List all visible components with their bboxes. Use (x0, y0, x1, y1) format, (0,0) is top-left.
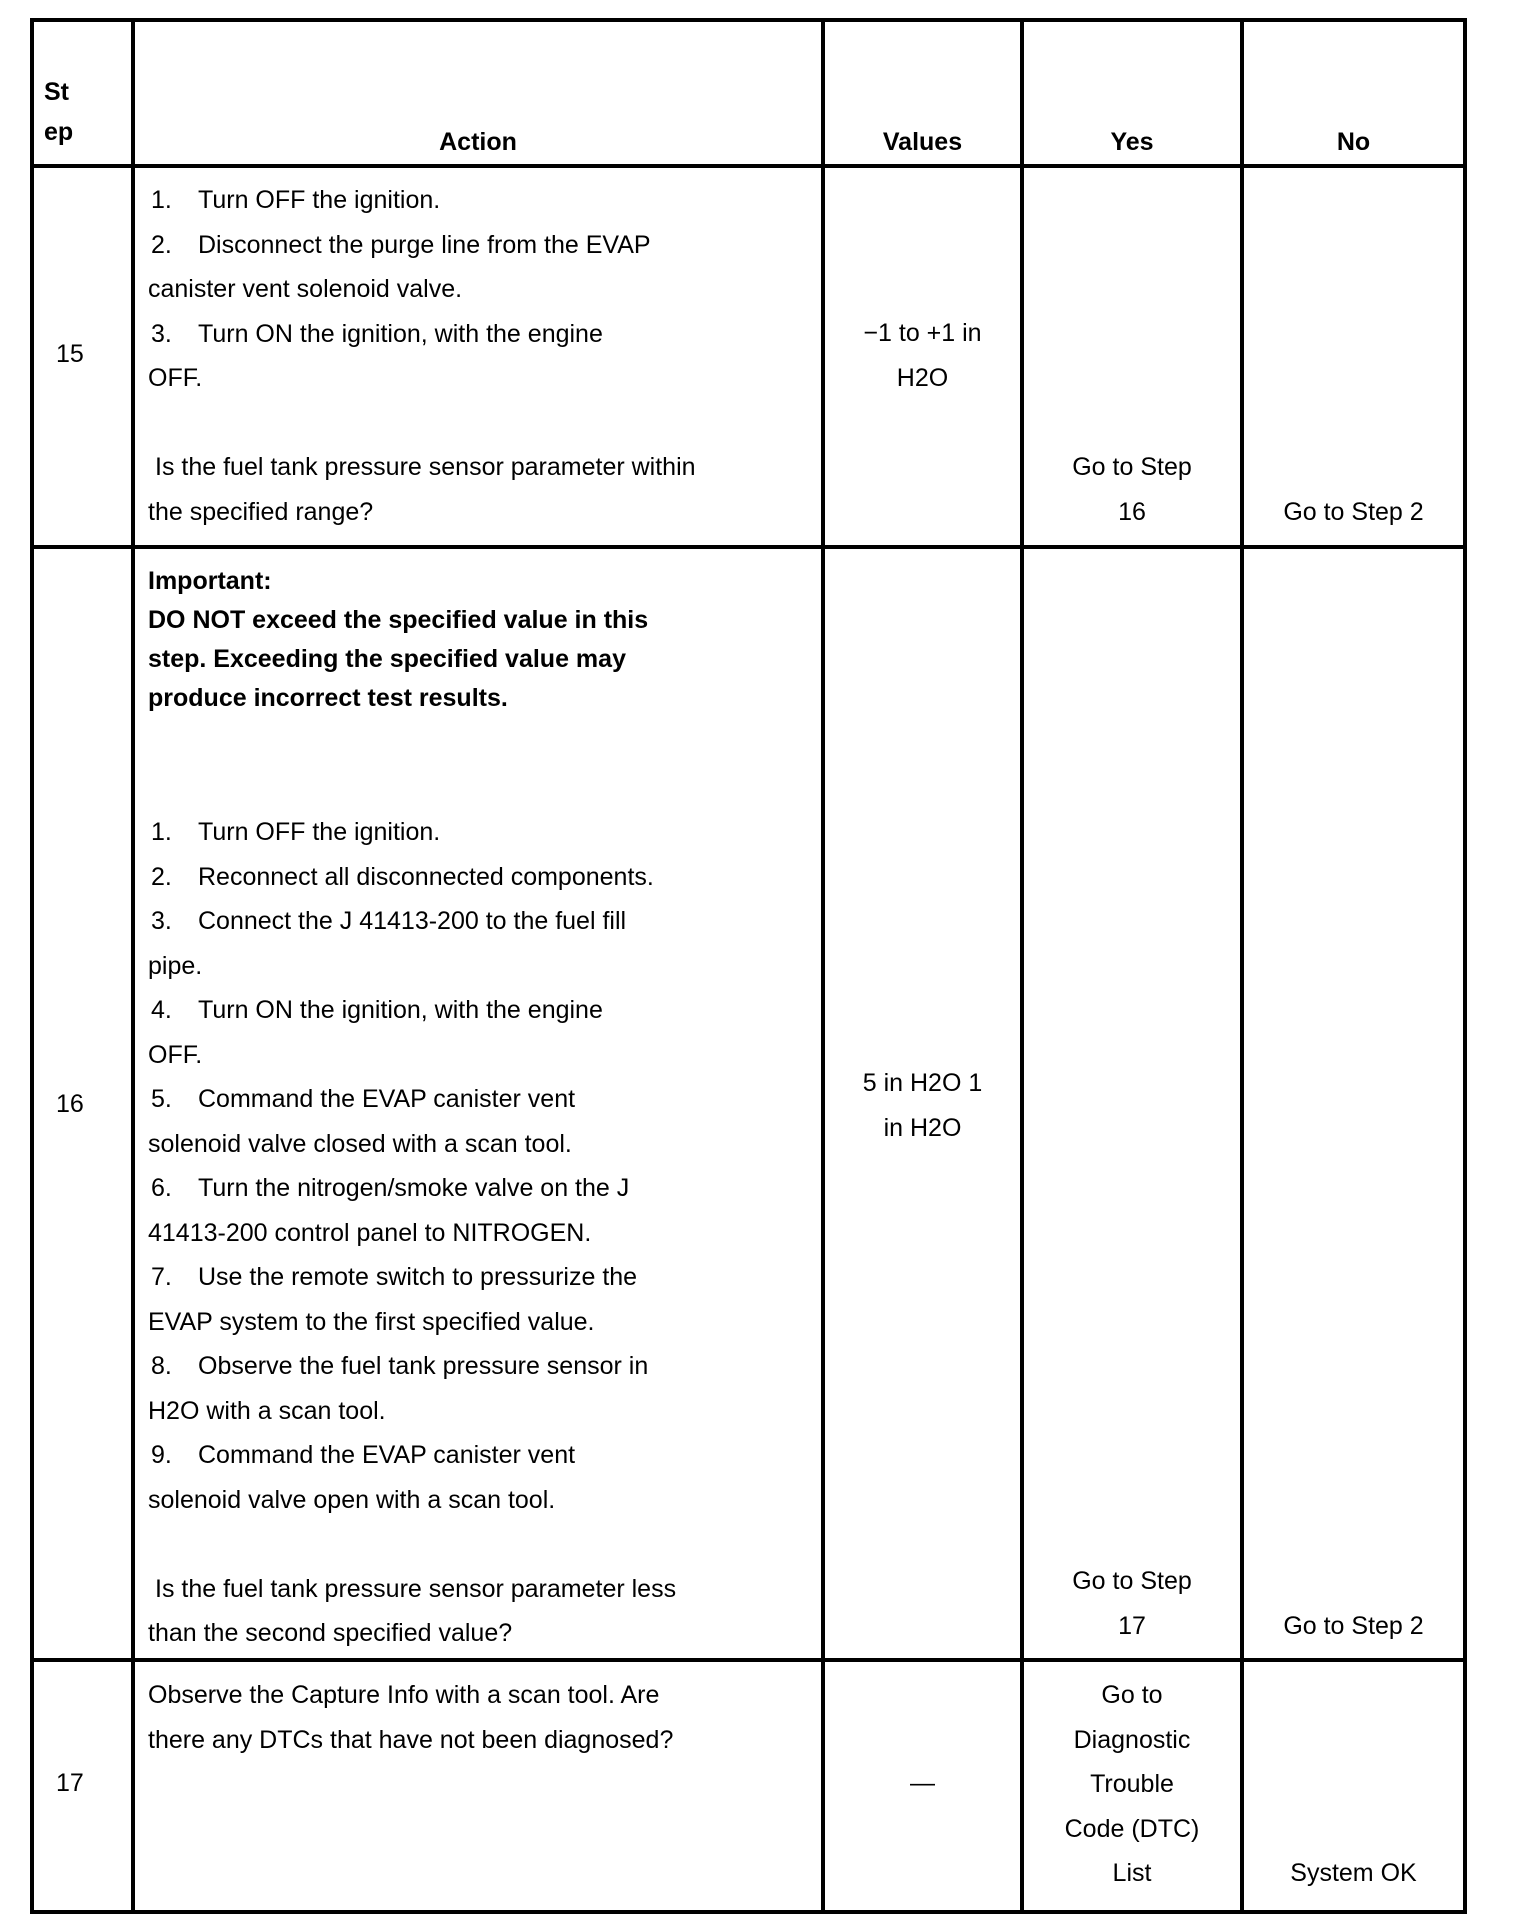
values-cell (825, 1061, 1020, 1150)
yes-line: 17 (1118, 1611, 1146, 1640)
column-divider (821, 18, 825, 1914)
header-action: Action (439, 128, 517, 156)
header-values: Values (882, 128, 963, 156)
yes-line: Code (DTC) (1064, 1814, 1200, 1843)
header-step-line: St (44, 78, 69, 106)
header-divider (30, 164, 1467, 168)
column-divider (131, 18, 135, 1914)
action-item-cont: OFF. (148, 1040, 203, 1069)
action-item-cont: pipe. (148, 951, 203, 980)
yes-line: Go to Step (1072, 453, 1192, 481)
values-line: in H2O (883, 1113, 962, 1142)
action-item-cont: solenoid valve open with a scan tool. (148, 1485, 556, 1514)
yes-cell (1024, 1673, 1240, 1896)
no-cell: System OK (1290, 1859, 1417, 1887)
action-item: 6. Turn the nitrogen/smoke valve on the J (151, 1174, 630, 1202)
action-item: 2. Disconnect the purge line from the EVAP (151, 230, 651, 259)
action-item: 2. Reconnect all disconnected components. (151, 862, 654, 891)
no-cell: Go to Step 2 (1283, 1612, 1424, 1640)
table-border-bottom (30, 1910, 1467, 1914)
table-border-right (1463, 18, 1467, 1914)
values-cell: — (910, 1769, 935, 1797)
values-line: 5 in H2O 1 (862, 1069, 983, 1097)
values-cell (825, 311, 1020, 400)
yes-line: 16 (1118, 497, 1146, 526)
yes-line: Diagnostic (1073, 1725, 1191, 1754)
action-item-cont: solenoid valve closed with a scan tool. (148, 1129, 572, 1158)
action-item-cont: H2O with a scan tool. (148, 1396, 386, 1425)
action-cell (148, 178, 808, 534)
no-cell: Go to Step 2 (1283, 498, 1424, 526)
step-number: 15 (56, 340, 84, 368)
action-item: 3. Turn ON the ignition, with the engine (151, 319, 603, 348)
column-divider (30, 18, 34, 1914)
header-step-line: ep (44, 118, 74, 146)
yes-line: Go to Step (1072, 1567, 1192, 1595)
action-item-cont: 41413-200 control panel to NITROGEN. (148, 1218, 592, 1247)
action-text: there any DTCs that have not been diagnosed? (148, 1725, 674, 1754)
action-item-cont: EVAP system to the first specified value. (148, 1307, 595, 1336)
values-line: H2O (896, 363, 949, 392)
action-item: 3. Connect the J 41413-200 to the fuel fill (151, 907, 627, 935)
important-text: DO NOT exceed the specified value in this (148, 606, 649, 634)
yes-cell (1024, 1559, 1240, 1648)
action-item: 1. Turn OFF the ignition. (151, 818, 441, 846)
yes-line: Trouble (1090, 1770, 1174, 1798)
yes-cell (1024, 445, 1240, 534)
question: Is the fuel tank pressure sensor parameter less (155, 1574, 677, 1603)
yes-line: Go to (1101, 1681, 1163, 1709)
action-item: 7. Use the remote switch to pressurize the (151, 1263, 638, 1291)
step-number: 16 (56, 1090, 84, 1118)
action-item: 8. Observe the fuel tank pressure sensor in (151, 1352, 649, 1380)
header-no: No (1336, 128, 1371, 156)
header-yes: Yes (1110, 128, 1154, 156)
action-item-cont: OFF. (148, 364, 203, 392)
question: than the second specified value? (148, 1619, 513, 1647)
action-item-cont: canister vent solenoid valve. (148, 275, 463, 303)
important-text: produce incorrect test results. (148, 684, 508, 712)
important-text: step. Exceeding the specified value may (148, 645, 626, 673)
action-cell (148, 562, 808, 1656)
row-divider (30, 1658, 1467, 1662)
action-item: 1. Turn OFF the ignition. (151, 186, 441, 214)
values-line: −1 to +1 in (863, 319, 982, 347)
header-step (44, 72, 73, 152)
yes-line: List (1112, 1859, 1152, 1887)
action-cell (148, 1673, 808, 1762)
important-title: Important: (148, 567, 272, 595)
action-item: 5. Command the EVAP canister vent (151, 1085, 576, 1113)
step-number: 17 (56, 1769, 84, 1797)
table-border-top (30, 18, 1467, 22)
action-item: 9. Command the EVAP canister vent (151, 1441, 576, 1469)
row-divider (30, 545, 1467, 549)
action-text: Observe the Capture Info with a scan tool. Are (148, 1681, 660, 1709)
action-item: 4. Turn ON the ignition, with the engine (151, 996, 603, 1024)
question: the specified range? (148, 497, 374, 526)
question: Is the fuel tank pressure sensor parameter within (155, 453, 696, 481)
